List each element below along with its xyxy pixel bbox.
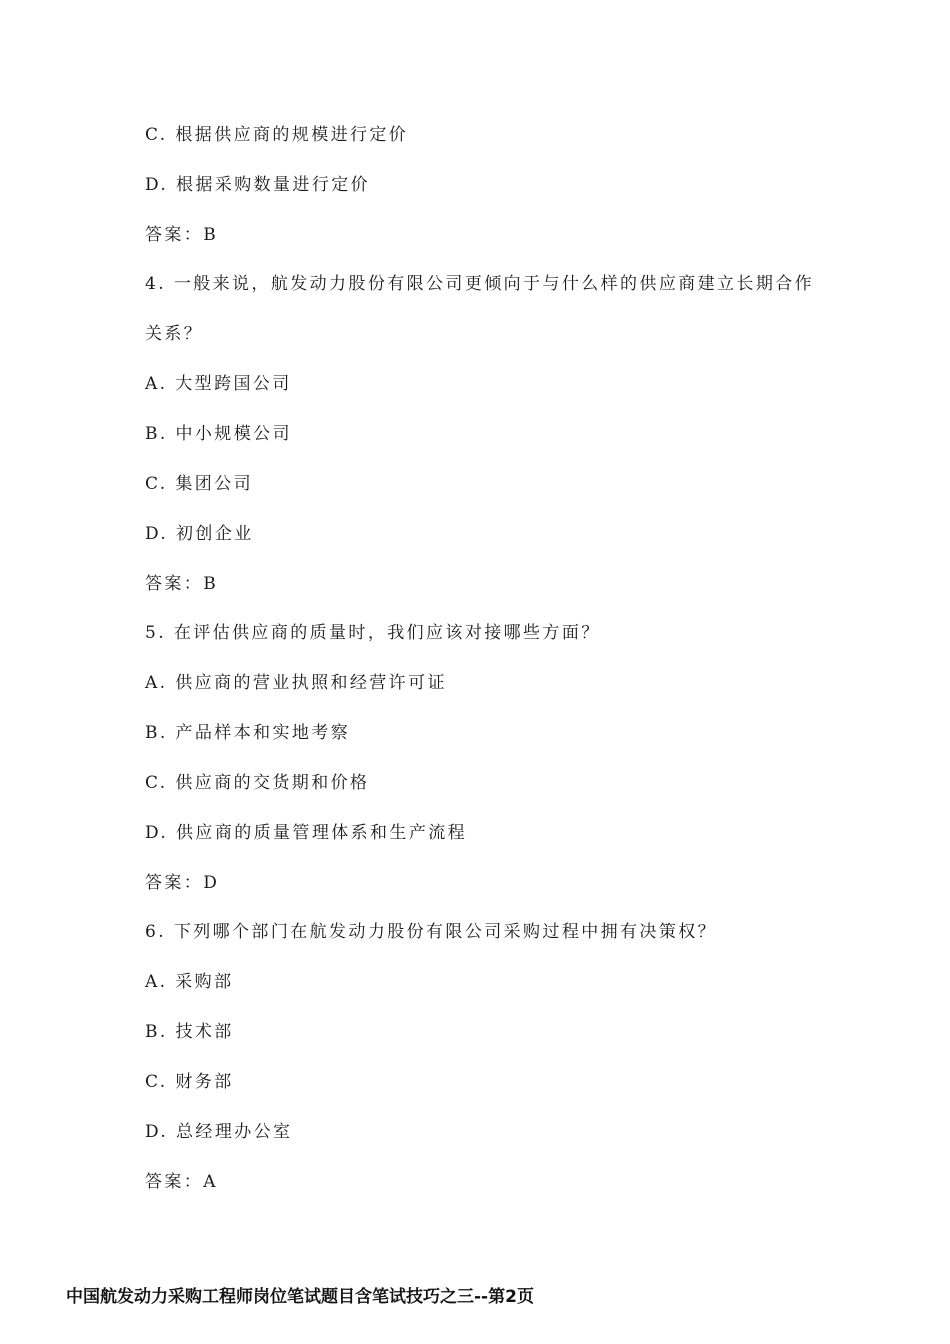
option-c-q3: C. 根据供应商的规模进行定价	[145, 125, 409, 145]
option-a-q4: A. 大型跨国公司	[145, 374, 292, 394]
option-c-q4: C. 集团公司	[145, 474, 254, 494]
option-d-q4: D. 初创企业	[145, 524, 254, 544]
option-b-q5: B. 产品样本和实地考察	[145, 723, 351, 743]
question-4: 4. 一般来说，航发动力股份有限公司更倾向于与什么样的供应商建立长期合作	[145, 274, 815, 294]
option-d-q5: D. 供应商的质量管理体系和生产流程	[145, 823, 468, 843]
answer-q5: 答案：D	[145, 873, 220, 893]
answer-q4: 答案：B	[145, 574, 219, 594]
option-b-q6: B. 技术部	[145, 1022, 234, 1042]
option-a-q6: A. 采购部	[145, 972, 234, 992]
question-5: 5. 在评估供应商的质量时，我们应该对接哪些方面？	[145, 623, 601, 643]
option-c-q5: C. 供应商的交货期和价格	[145, 773, 370, 793]
option-c-q6: C. 财务部	[145, 1072, 234, 1092]
question-4-continued: 关系？	[145, 324, 204, 344]
answer-q3: 答案：B	[145, 225, 219, 245]
option-d-q6: D. 总经理办公室	[145, 1122, 293, 1142]
option-a-q5: A. 供应商的营业执照和经营许可证	[145, 673, 447, 693]
option-b-q4: B. 中小规模公司	[145, 424, 292, 444]
option-d-q3: D. 根据采购数量进行定价	[145, 175, 371, 195]
question-6: 6. 下列哪个部门在航发动力股份有限公司采购过程中拥有决策权？	[145, 922, 718, 942]
page-footer: 中国航发动力采购工程师岗位笔试题目含笔试技巧之三--第2页	[66, 1287, 534, 1307]
answer-q6: 答案：A	[145, 1172, 218, 1192]
